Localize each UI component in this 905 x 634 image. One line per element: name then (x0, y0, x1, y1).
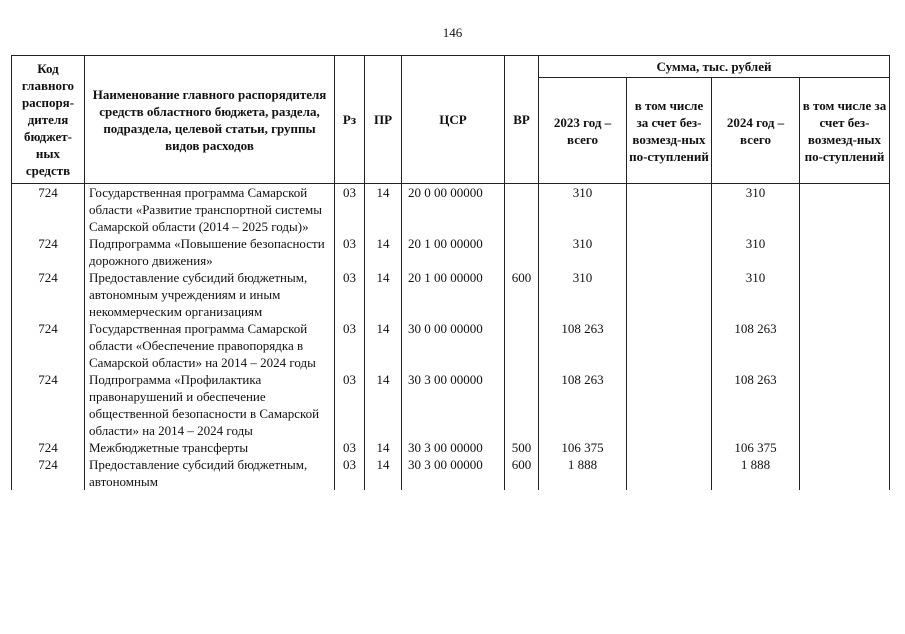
header-2024-free: в том числе за счет без-возмезд-ных по-ступлений (800, 78, 890, 184)
cell-2024-total: 106 375 (712, 439, 800, 456)
cell-code: 724 (12, 371, 85, 439)
cell-name: Предоставление субсидий бюджетным, автономным (85, 456, 335, 490)
cell-2023-total: 108 263 (539, 320, 627, 371)
page-number: 146 (442, 25, 463, 40)
cell-2024-total: 310 (712, 235, 800, 269)
header-name: Наименование главного распорядителя средств областного бюджета, раздела, подраздела, целевой статьи, группы видов расходов (85, 56, 335, 184)
table-row (12, 235, 890, 269)
cell-2024-total: 108 263 (712, 371, 800, 439)
cell-2023-free (627, 439, 712, 456)
cell-csr: 30 3 00 00000 (402, 439, 505, 456)
cell-2023-total: 106 375 (539, 439, 627, 456)
cell-2024-total: 310 (712, 269, 800, 320)
cell-rz: 03 (335, 371, 365, 439)
cell-csr: 30 3 00 00000 (402, 371, 505, 439)
cell-vr (505, 235, 539, 269)
cell-csr: 30 3 00 00000 (402, 456, 505, 490)
cell-name: Государственная программа Самарской области «Развитие транспортной системы Самарской области (2014 – 2025 годы)» (85, 184, 335, 236)
cell-2024-free (800, 320, 890, 371)
cell-2023-total: 310 (539, 269, 627, 320)
cell-code: 724 (12, 235, 85, 269)
cell-name: Межбюджетные трансферты (85, 439, 335, 456)
cell-vr: 600 (505, 456, 539, 490)
cell-rz: 03 (335, 320, 365, 371)
cell-vr (505, 320, 539, 371)
cell-code: 724 (12, 320, 85, 371)
cell-2023-free (627, 456, 712, 490)
cell-name: Подпрограмма «Профилактика правонарушений и обеспечение общественной безопасности в Самарской области» на 2014 – 2024 годы (85, 371, 335, 439)
table-row (12, 269, 890, 320)
header-vr: ВР (505, 56, 539, 184)
header-pr: ПР (365, 56, 402, 184)
cell-2024-free (800, 371, 890, 439)
cell-vr: 500 (505, 439, 539, 456)
cell-pr: 14 (365, 269, 402, 320)
cell-name: Подпрограмма «Повышение безопасности дорожного движения» (85, 235, 335, 269)
cell-2024-free (800, 184, 890, 236)
cell-2023-total: 310 (539, 184, 627, 236)
cell-csr: 30 0 00 00000 (402, 320, 505, 371)
cell-pr: 14 (365, 456, 402, 490)
header-csr: ЦСР (402, 56, 505, 184)
table-header (12, 56, 890, 184)
cell-rz: 03 (335, 184, 365, 236)
cell-2023-free (627, 269, 712, 320)
cell-2023-free (627, 320, 712, 371)
header-2023-total: 2023 год – всего (539, 78, 627, 184)
table-row (12, 456, 890, 490)
cell-code: 724 (12, 269, 85, 320)
cell-vr: 600 (505, 269, 539, 320)
cell-rz: 03 (335, 235, 365, 269)
cell-2024-total: 108 263 (712, 320, 800, 371)
header-2023-free: в том числе за счет без-возмезд-ных по-ступлений (627, 78, 712, 184)
header-sum: Сумма, тыс. рублей (539, 56, 890, 78)
cell-pr: 14 (365, 439, 402, 456)
cell-pr: 14 (365, 235, 402, 269)
cell-2023-free (627, 235, 712, 269)
table-row (12, 184, 890, 236)
cell-vr (505, 184, 539, 236)
table-body (12, 184, 890, 491)
budget-table-container (11, 55, 889, 490)
table-row (12, 371, 890, 439)
header-2024-total: 2024 год – всего (712, 78, 800, 184)
cell-pr: 14 (365, 371, 402, 439)
cell-2023-free (627, 371, 712, 439)
cell-2023-free (627, 184, 712, 236)
cell-code: 724 (12, 184, 85, 236)
header-code: Код главного распоря-дителя бюджет-ных средств (12, 56, 85, 184)
cell-rz: 03 (335, 456, 365, 490)
cell-2023-total: 1 888 (539, 456, 627, 490)
cell-rz: 03 (335, 269, 365, 320)
cell-csr: 20 0 00 00000 (402, 184, 505, 236)
cell-pr: 14 (365, 320, 402, 371)
budget-table (11, 55, 890, 490)
cell-2024-free (800, 269, 890, 320)
header-rz: Рз (335, 56, 365, 184)
cell-code: 724 (12, 456, 85, 490)
table-row (12, 439, 890, 456)
cell-2023-total: 310 (539, 235, 627, 269)
cell-2024-free (800, 235, 890, 269)
cell-vr (505, 371, 539, 439)
cell-code: 724 (12, 439, 85, 456)
cell-2023-total: 108 263 (539, 371, 627, 439)
cell-name: Предоставление субсидий бюджетным, автономным учреждениям и иным некоммерческим организациям (85, 269, 335, 320)
cell-2024-free (800, 456, 890, 490)
cell-csr: 20 1 00 00000 (402, 235, 505, 269)
cell-name: Государственная программа Самарской области «Обеспечение правопорядка в Самарской области» на 2014 – 2024 годы (85, 320, 335, 371)
cell-csr: 20 1 00 00000 (402, 269, 505, 320)
cell-2024-free (800, 439, 890, 456)
table-row (12, 320, 890, 371)
cell-pr: 14 (365, 184, 402, 236)
cell-rz: 03 (335, 439, 365, 456)
cell-2024-total: 310 (712, 184, 800, 236)
cell-2024-total: 1 888 (712, 456, 800, 490)
